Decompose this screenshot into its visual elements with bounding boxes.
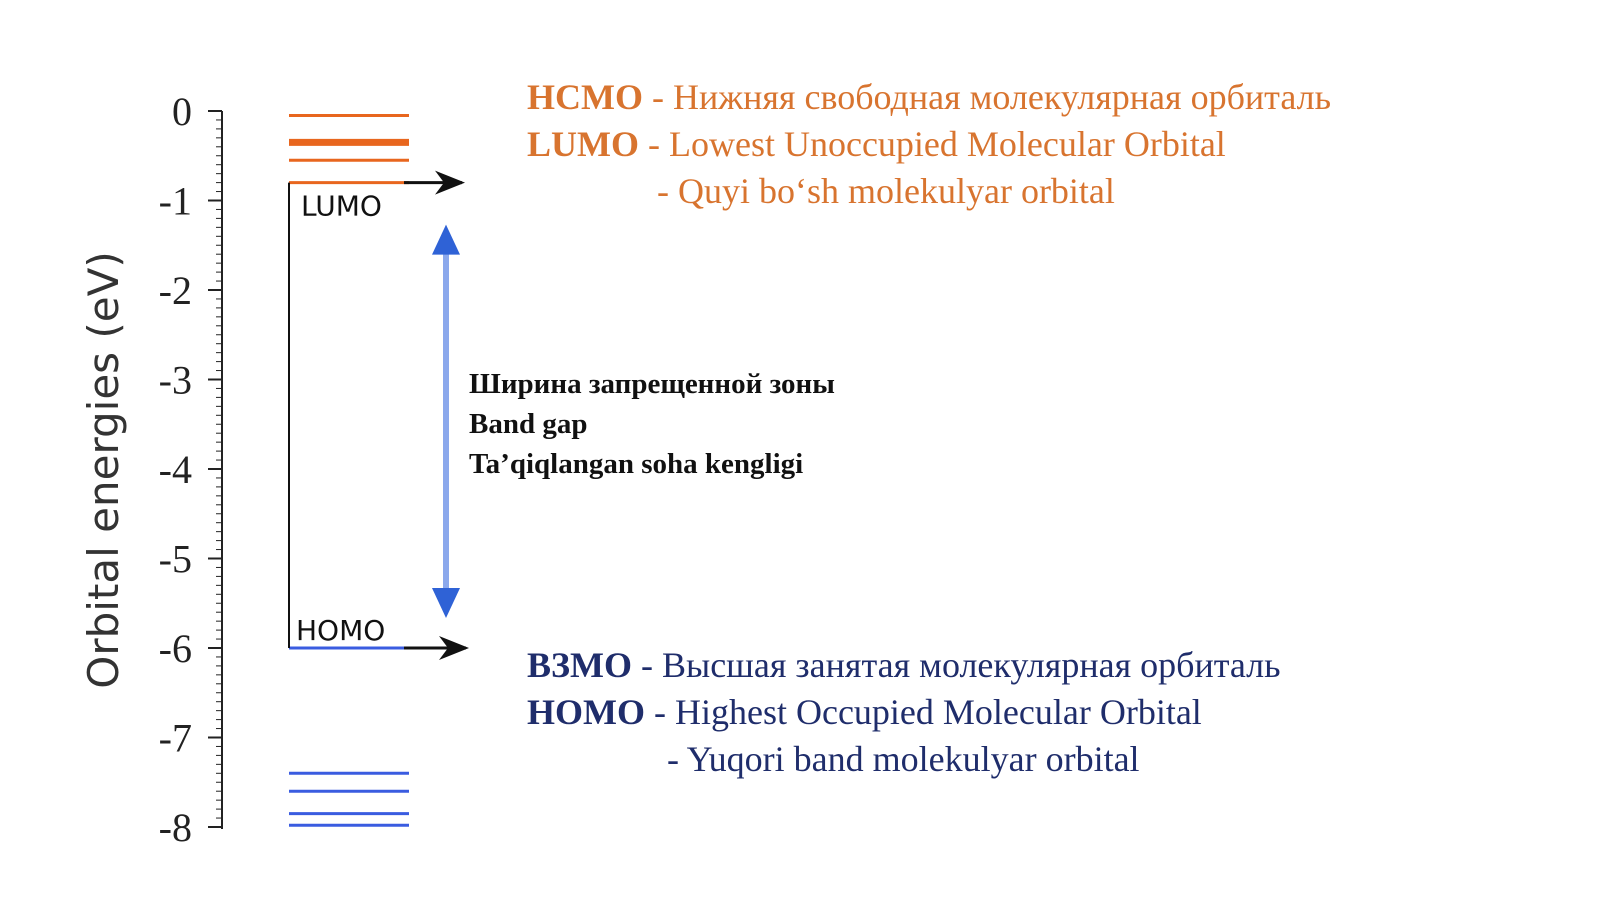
homo-text-ru: - Высшая занятая молекулярная орбиталь: [632, 645, 1281, 685]
y-axis-ticks: [208, 111, 222, 827]
lumo-text-ru: - Нижняя свободная молекулярная орбиталь: [642, 77, 1332, 117]
y-axis-tick-label: -2: [158, 268, 192, 313]
y-axis-title: Orbital energies (eV): [79, 251, 128, 689]
lumo-legend-en: [527, 121, 1331, 168]
homo-text-en: - Highest Occupied Molecular Orbital: [644, 692, 1202, 732]
band-gap-double-arrow: [432, 225, 460, 618]
y-axis-tick-labels: [159, 89, 192, 850]
homo-legend-en: [527, 689, 1281, 736]
y-axis-tick-label: 0: [172, 89, 192, 134]
homo-level-label: HOMO: [296, 614, 386, 647]
y-axis-tick-label: -3: [158, 357, 192, 403]
lumo-legend-uz: - Quyi bo‘sh molekulyar orbital: [657, 171, 1115, 211]
homo-abbr-ru: ВЗМО: [527, 645, 632, 685]
band-gap-label: [469, 364, 835, 484]
y-axis-tick-label: -5: [158, 536, 192, 582]
homo-abbr-en: HOMO: [527, 692, 645, 732]
y-axis-tick-label: -7: [158, 715, 192, 761]
lumo-legend-ru: [527, 74, 1331, 121]
band-gap-label-ru: Ширина запрещенной зоны: [469, 368, 835, 400]
y-axis-tick-label: -1: [158, 178, 192, 224]
homo-legend-uz: - Yuqori band molekulyar orbital: [667, 739, 1140, 779]
unoccupied-levels: [289, 115, 409, 160]
occupied-levels: [289, 773, 409, 825]
lumo-abbr-ru: НСМО: [527, 77, 643, 117]
homo-legend-ru: [527, 642, 1281, 689]
lumo-legend: [527, 74, 1331, 215]
lumo-level-label: LUMO: [301, 189, 382, 223]
band-gap-arrow-head-down: [432, 588, 460, 618]
band-gap-label-uz: Ta’qiqlangan soha kengligi: [469, 448, 804, 480]
band-gap-label-en: Band gap: [469, 408, 588, 440]
lumo-text-en: - Lowest Unoccupied Molecular Orbital: [639, 124, 1226, 164]
y-axis-tick-label: -4: [158, 447, 192, 492]
y-axis-tick-label: -6: [158, 626, 192, 671]
band-gap-arrow-head-up: [432, 225, 460, 255]
lumo-abbr-en: LUMO: [527, 124, 639, 164]
homo-legend: [527, 642, 1281, 783]
y-axis-tick-label: -8: [158, 805, 192, 850]
